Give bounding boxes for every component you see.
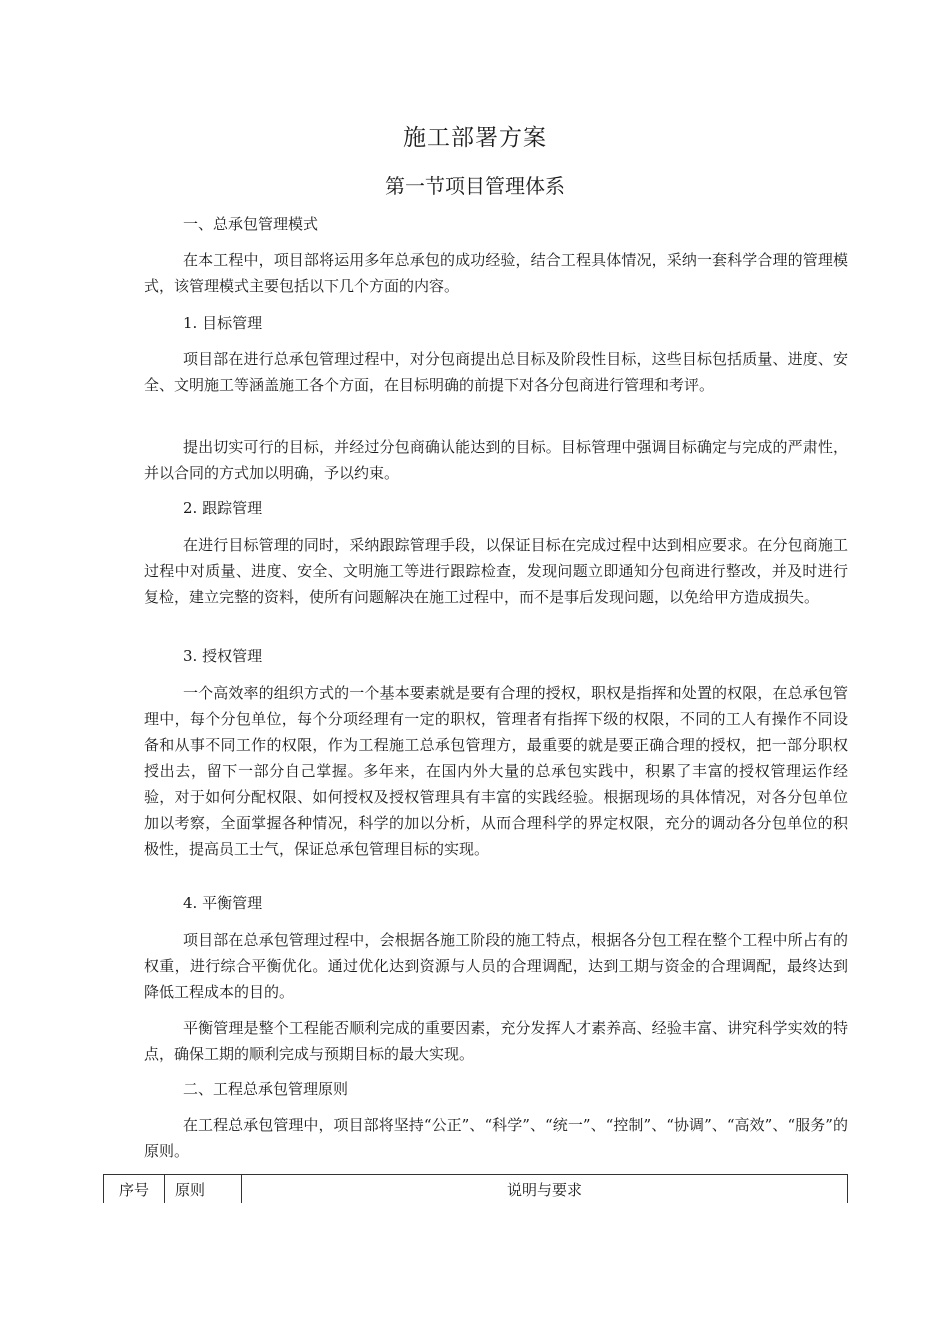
- table-header-principle: 原则: [165, 1175, 242, 1204]
- heading-management-mode: 一、总承包管理模式: [183, 215, 319, 233]
- paragraph-tracking: 在进行目标管理的同时，采纳跟踪管理手段，以保证目标在完成过程中达到相应要求。在分包商施工过程中对质量、进度、安全、文明施工等进行跟踪检查，发现问题立即通知分包商进行整改，并及时进行复检，建立完整的资料，使所有问题解决在施工过程中，而不是事后发现问题，以免给甲方造成损失。: [144, 536, 848, 606]
- paragraph-balance-2: 平衡管理是整个工程能否顺利完成的重要因素，充分发挥人才素养高、经验丰富、讲究科学实效的特点，确保工期的顺利完成与预期目标的最大实现。: [144, 1019, 848, 1063]
- principles-table: [103, 1174, 848, 1203]
- paragraph-balance-1: 项目部在总承包管理过程中，会根据各施工阶段的施工特点，根据各分包工程在整个工程中所占有的权重，进行综合平衡优化。通过优化达到资源与人员的合理调配，达到工期与资金的合理调配，最终达到降低工程成本的目的。: [144, 931, 848, 1001]
- paragraph-authorization: 一个高效率的组织方式的一个基本要素就是要有合理的授权，职权是指挥和处置的权限，在总承包管理中，每个分包单位，每个分项经理有一定的职权，管理者有指挥下级的权限，不同的工人有操作不同设备和从事不同工作的权限，作为工程施工总承包管理方，最重要的就是要正确合理的授权，把一部分职权授出去，留下一部分自己掌握。多年来，在国内外大量的总承包实践中，积累了丰富的授权管理运作经验，对于如何分配权限、如何授权及授权管理具有丰富的实践经验。根据现场的具体情况，对各分包单位加以考察，全面掌握各种情况，科学的加以分析，从而合理科学的界定权限，充分的调动各分包单位的积极性，提高员工士气，保证总承包管理目标的实现。: [144, 684, 848, 858]
- table-header-number: 序号: [104, 1175, 165, 1204]
- document-title: 施工部署方案: [403, 125, 547, 151]
- heading-goal-management: 1. 目标管理: [183, 314, 263, 332]
- paragraph-intro: 在本工程中，项目部将运用多年总承包的成功经验，结合工程具体情况，采纳一套科学合理的管理模式，该管理模式主要包括以下几个方面的内容。: [144, 251, 848, 295]
- paragraph-principles: 在工程总承包管理中，项目部将坚持“公正”、“科学”、“统一”、“控制”、“协调”、“高效”、“服务”的原则。: [144, 1116, 848, 1160]
- heading-balance-management: 4. 平衡管理: [183, 894, 263, 912]
- heading-tracking-management: 2. 跟踪管理: [183, 499, 263, 517]
- table-header-row: [104, 1175, 848, 1204]
- section-title: 第一节项目管理体系: [385, 174, 565, 198]
- table-header-description: 说明与要求: [242, 1175, 848, 1204]
- paragraph-goal-2: 提出切实可行的目标，并经过分包商确认能达到的目标。目标管理中强调目标确定与完成的严肃性，并以合同的方式加以明确，予以约束。: [144, 438, 848, 482]
- heading-authorization-management: 3. 授权管理: [183, 647, 263, 665]
- paragraph-goal-1: 项目部在进行总承包管理过程中，对分包商提出总目标及阶段性目标，这些目标包括质量、进度、安全、文明施工等涵盖施工各个方面，在目标明确的前提下对各分包商进行管理和考评。: [144, 350, 848, 394]
- heading-management-principles: 二、工程总承包管理原则: [183, 1080, 349, 1098]
